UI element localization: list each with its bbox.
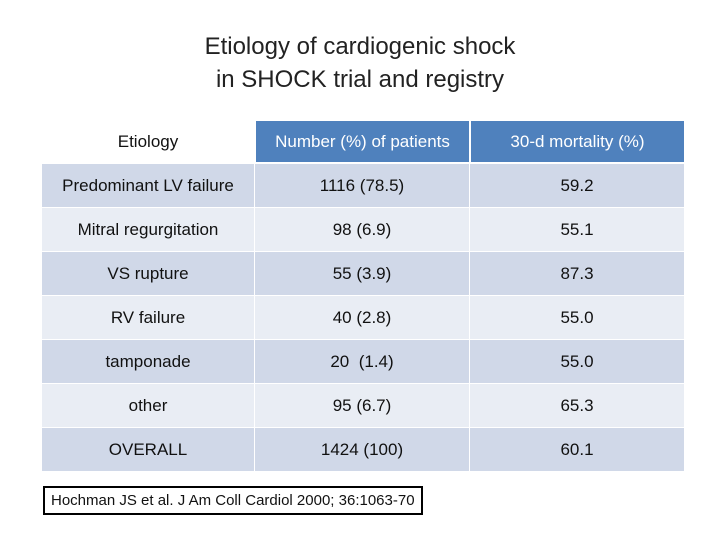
patients-cell: 20 (1.4) <box>254 339 469 383</box>
etiology-cell: Predominant LV failure <box>42 162 254 207</box>
mortality-cell: 87.3 <box>469 251 684 295</box>
mortality-cell: 59.2 <box>469 162 684 207</box>
table-row <box>42 207 684 251</box>
table-row <box>42 339 684 383</box>
table-row <box>42 295 684 339</box>
etiology-cell: OVERALL <box>42 427 254 471</box>
patients-cell: 98 (6.9) <box>254 207 469 251</box>
patients-cell: 95 (6.7) <box>254 383 469 427</box>
header-mortality: 30-d mortality (%) <box>469 121 684 162</box>
mortality-cell: 65.3 <box>469 383 684 427</box>
mortality-cell: 55.0 <box>469 295 684 339</box>
title-line-1: Etiology of cardiogenic shock <box>204 33 516 60</box>
header-etiology: Etiology <box>42 121 254 162</box>
mortality-cell: 60.1 <box>469 427 684 471</box>
patients-cell: 55 (3.9) <box>254 251 469 295</box>
table-row <box>42 162 684 207</box>
header-number-patients: Number (%) of patients <box>254 121 469 162</box>
patients-cell: 1116 (78.5) <box>254 162 469 207</box>
table-row <box>42 383 684 427</box>
table-row-overall <box>42 427 684 471</box>
etiology-cell: VS rupture <box>42 251 254 295</box>
title-line-2: in SHOCK trial and registry <box>215 66 505 93</box>
slide-title <box>0 30 720 96</box>
etiology-table <box>42 121 684 471</box>
patients-cell: 1424 (100) <box>254 427 469 471</box>
table-header-row <box>42 121 684 162</box>
patients-cell: 40 (2.8) <box>254 295 469 339</box>
etiology-cell: RV failure <box>42 295 254 339</box>
etiology-cell: other <box>42 383 254 427</box>
etiology-cell: tamponade <box>42 339 254 383</box>
citation-box: Hochman JS et al. J Am Coll Cardiol 2000; 36:1063-70 <box>43 486 423 515</box>
table-row <box>42 251 684 295</box>
mortality-cell: 55.1 <box>469 207 684 251</box>
etiology-cell: Mitral regurgitation <box>42 207 254 251</box>
mortality-cell: 55.0 <box>469 339 684 383</box>
